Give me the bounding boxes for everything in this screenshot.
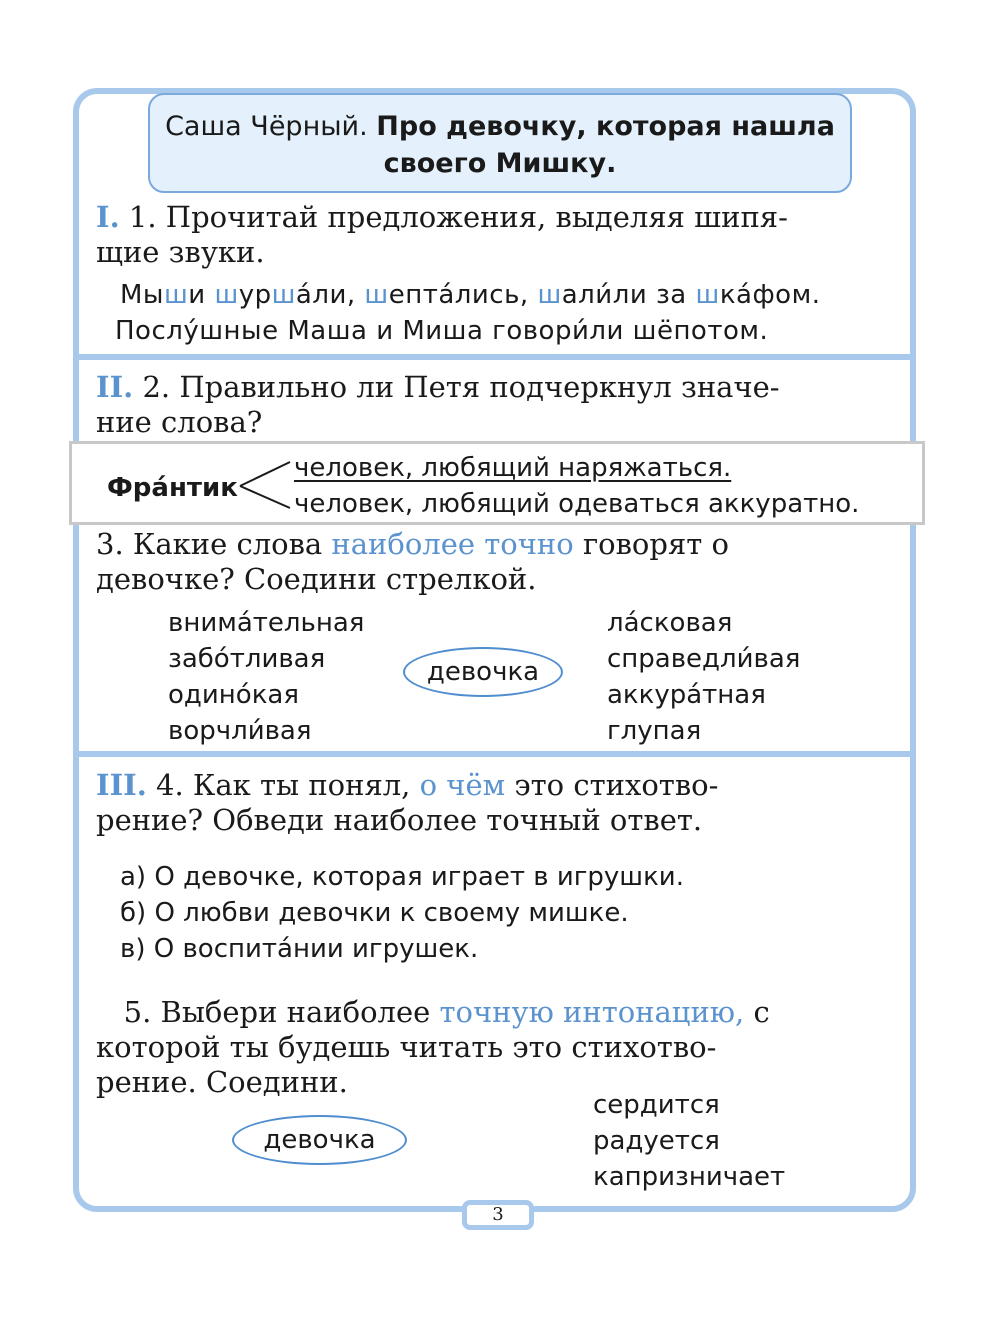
task-2-text-line1: 2. Правильно ли Петя подчеркнул значе-	[142, 370, 780, 404]
task-1-text-line2: щие звуки.	[96, 235, 265, 269]
task-4	[96, 768, 902, 838]
task-5-suffix: с	[753, 995, 770, 1029]
list-item: одино́кая	[168, 680, 299, 710]
meaning-1: человек, любящий наряжаться.	[294, 453, 732, 483]
answer-option-b[interactable]: б) О любви девочки к своему мишке.	[120, 898, 629, 928]
list-item: радуется	[593, 1126, 720, 1156]
page-number: 3	[462, 1200, 534, 1230]
task-1-text-line1: 1. Прочитай предложения, выделяя шипя-	[128, 200, 788, 234]
meaning-2: человек, любящий одеваться аккуратно.	[294, 489, 860, 519]
task-3	[96, 527, 902, 597]
task-2	[96, 370, 902, 440]
task-5-highlight: точную интонацию,	[439, 995, 745, 1029]
title-work-line1: Про девочку, которая нашла	[376, 111, 835, 142]
sentence-line-1: Мыши шурша́ли, шепта́лись, шали́ли за шка́фом.	[120, 280, 821, 310]
divider-2	[76, 751, 914, 757]
task-3-highlight: наиболее точно	[331, 527, 574, 561]
title-author: Саша Чёрный.	[165, 111, 368, 142]
list-item: ворчли́вая	[168, 716, 312, 746]
list-item: внима́тельная	[168, 608, 365, 638]
list-item: аккура́тная	[607, 680, 766, 710]
task-4-prefix: 4. Как ты понял,	[156, 768, 411, 802]
list-item: капризничает	[593, 1162, 786, 1192]
list-item: ла́сковая	[607, 608, 733, 638]
task-2-text-line2: ние слова?	[96, 405, 263, 439]
list-item: сердится	[593, 1090, 720, 1120]
title-box	[148, 93, 852, 193]
task-4-text-line2: рение? Обведи наиболее точный ответ.	[96, 803, 703, 837]
task-5-text-line2: которой ты будешь читать это стихотво-	[96, 1030, 717, 1064]
sentence-line-2: Послу́шные Маша и Миша говори́ли шёпотом.	[115, 316, 769, 346]
answer-option-a[interactable]: а) О девочке, которая играет в игрушки.	[120, 862, 684, 892]
girl-oval-2[interactable]: девочка	[232, 1115, 407, 1165]
left-words	[168, 605, 364, 749]
girl-oval[interactable]: девочка	[403, 647, 563, 697]
frantik-box	[69, 441, 925, 525]
task-4-suffix: это стихотво-	[514, 768, 719, 802]
title-work-line2: своего Мишку.	[383, 148, 617, 179]
section-3-numeral: III.	[96, 768, 147, 802]
frantik-word: Фра́нтик	[107, 473, 238, 503]
list-item: справедли́вая	[607, 644, 801, 674]
task-3-text-line2: девочке? Соедини стрелкой.	[96, 562, 537, 596]
list-item: забо́тливая	[168, 644, 326, 674]
task-5-text-line3: рение. Соедини.	[96, 1065, 348, 1099]
task-5	[96, 995, 902, 1100]
right-words	[607, 605, 800, 749]
answer-option-c[interactable]: в) О воспита́нии игрушек.	[120, 934, 479, 964]
divider-1	[76, 354, 914, 360]
section-1-numeral: I.	[96, 200, 120, 234]
intonation-list	[593, 1087, 785, 1195]
list-item: глупая	[607, 716, 702, 746]
task-5-prefix: 5. Выбери наиболее	[123, 995, 431, 1029]
task-3-suffix: говорят о	[582, 527, 729, 561]
section-2-numeral: II.	[96, 370, 134, 404]
answer-options	[120, 859, 684, 967]
task-3-prefix: 3. Какие слова	[96, 527, 323, 561]
task-1	[96, 200, 902, 270]
branch-lines	[238, 458, 294, 512]
task-4-highlight: о чём	[419, 768, 506, 802]
